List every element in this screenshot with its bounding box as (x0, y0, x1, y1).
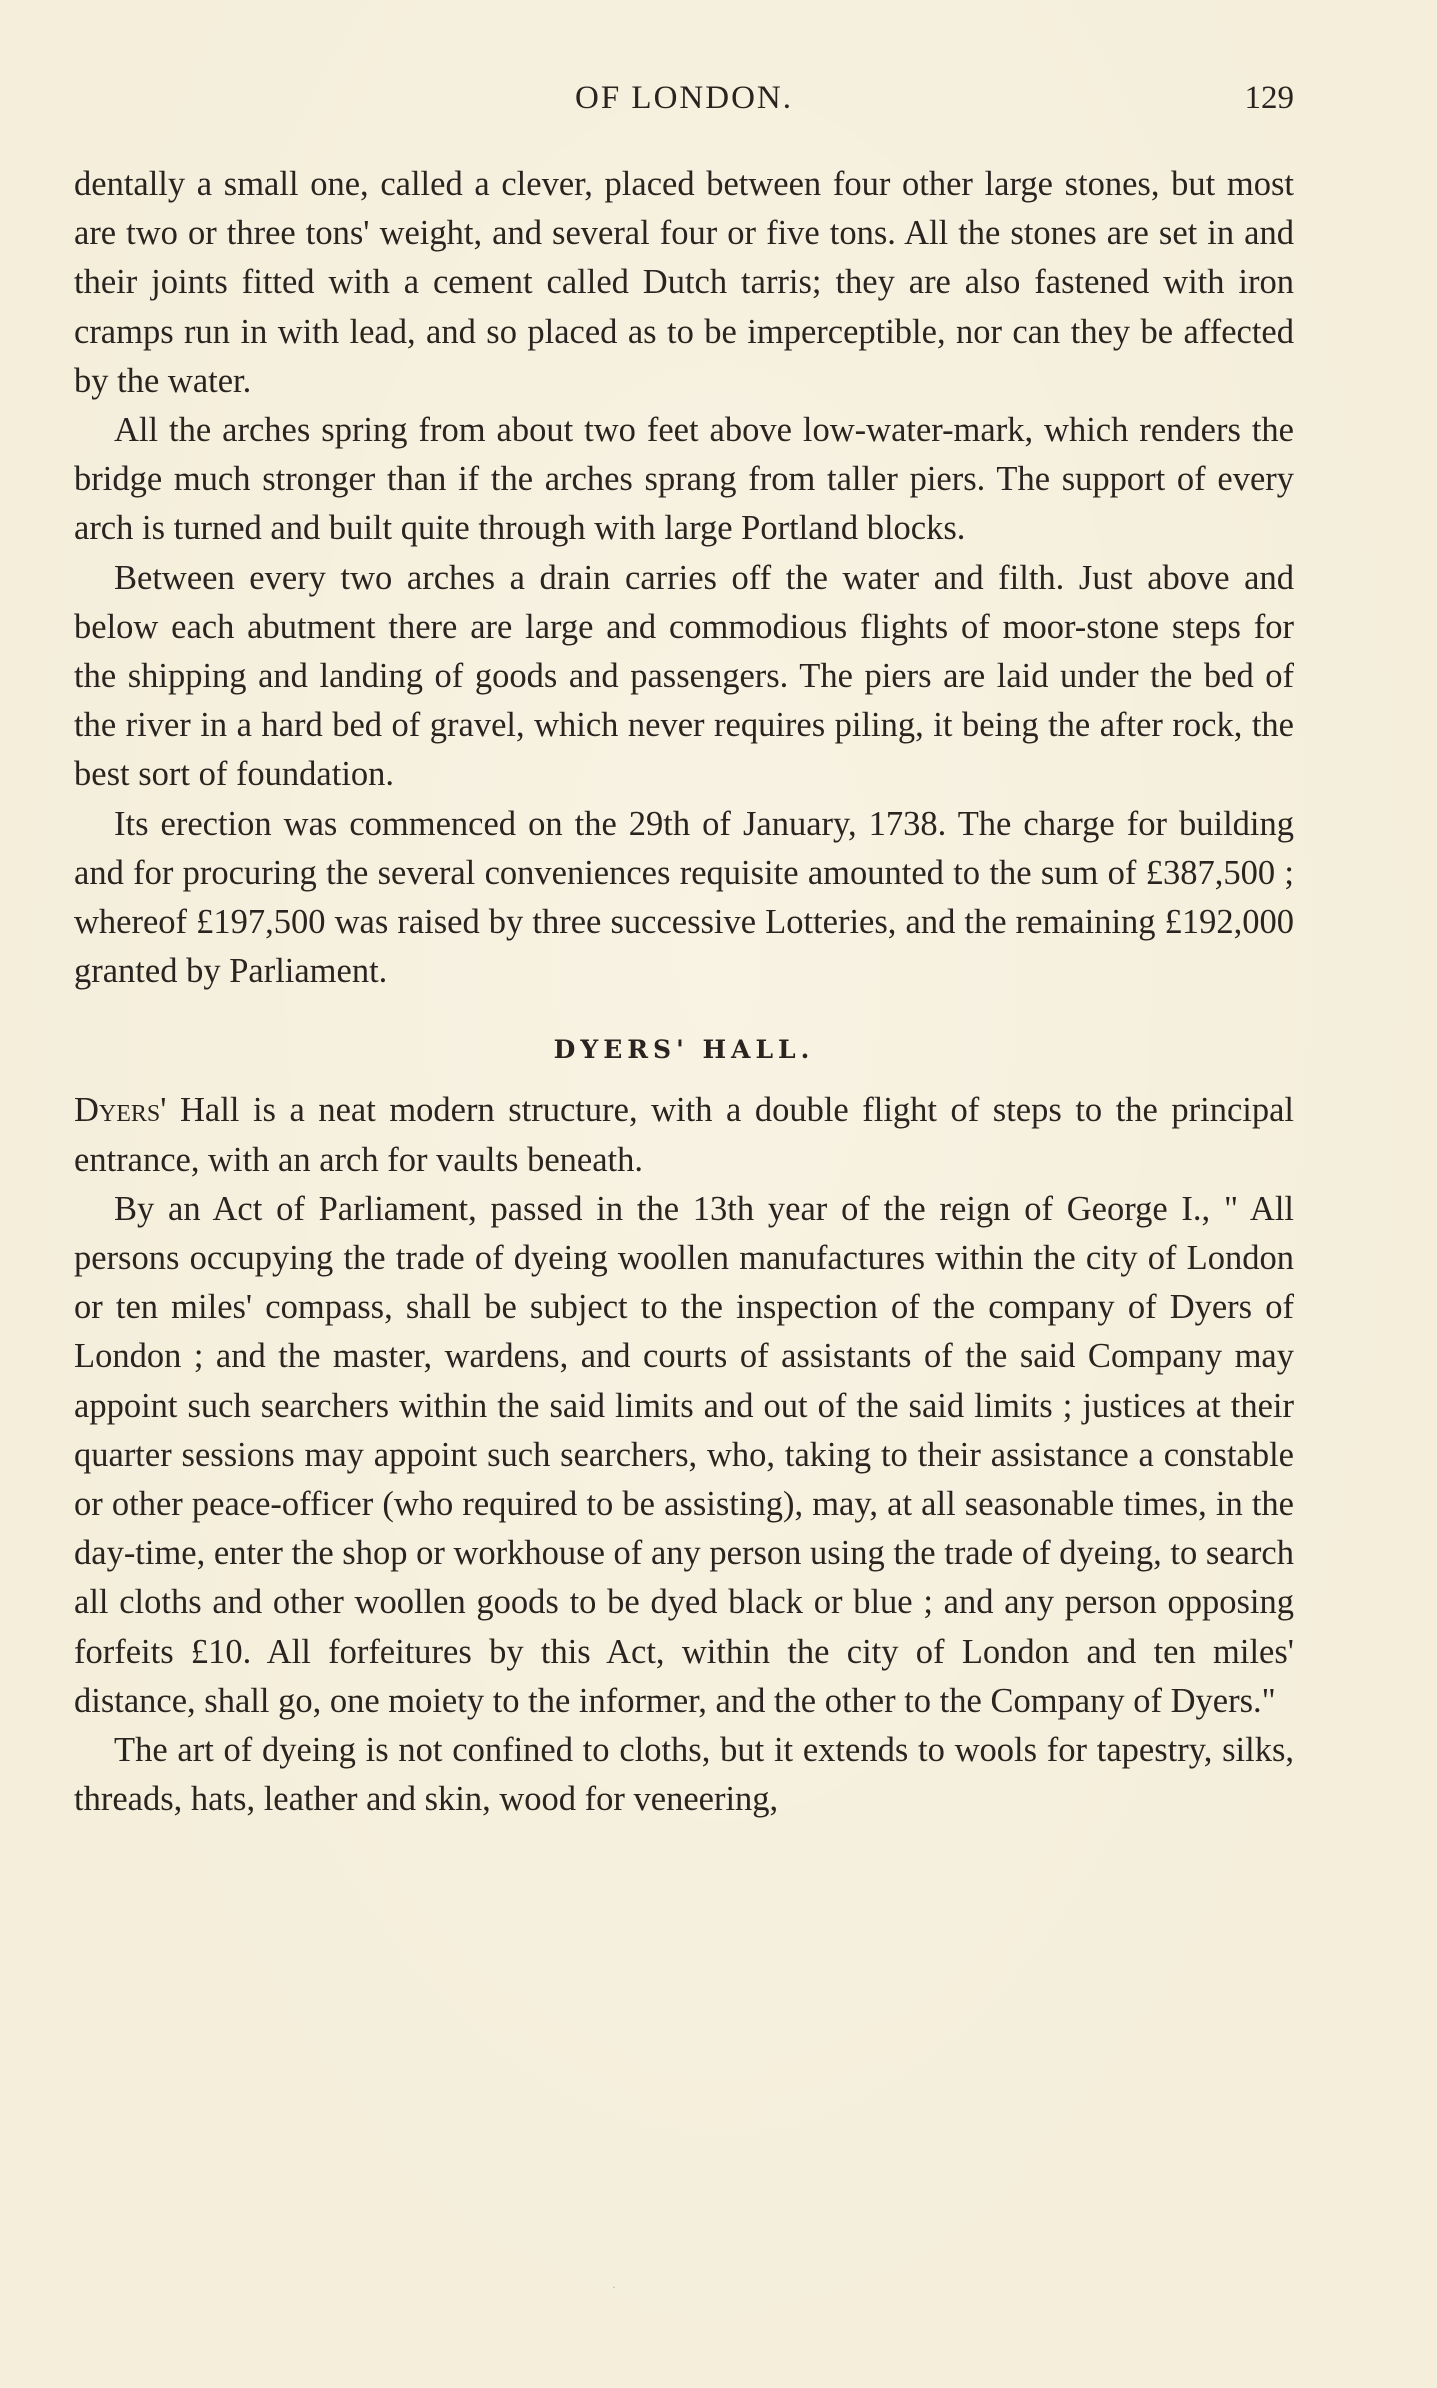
lead-word: Dyers' (74, 1091, 167, 1130)
page-header (74, 80, 1294, 130)
paragraph-art-of-dyeing: The art of dyeing is not confined to cloths, but it extends to wools for tapestry, silks, threads, hats, leather and skin, wood for veneering, (74, 1731, 1294, 1819)
page-number: 129 (1244, 80, 1294, 116)
paragraph-dyers-hall-text: Hall is a neat modern structure, with a double flight of steps to the principal entrance, with an arch for vaults beneath. (74, 1091, 1294, 1179)
running-title: OF LONDON. (575, 80, 793, 116)
paragraph-arches: All the arches spring from about two feet above low-water-mark, which renders the bridge much stronger than if the arches sprang from taller piers. The support of every arch is turned and built quite through with large Portland blocks. (74, 411, 1294, 548)
paragraph-continued: dentally a small one, called a clever, placed between four other large stones, but most are two or three tons' weight, and several four or five tons. All the stones are set in and their joints fitted with a cement called Dutch tarris; they are also fastened with iron cramps run in with lead, and so placed as to be imperceptible, nor can they be affected by the water. (74, 165, 1294, 400)
paragraph-dyers-hall (74, 1086, 1294, 1184)
section-heading: DYERS' HALL. (553, 1035, 815, 1065)
paragraph-drains: Between every two arches a drain carries off the water and filth. Just above and below each abutment there are large and commodious flights of moor-stone steps for the shipping and landing of goods and passengers. The piers are laid under the bed of the river in a hard bed of gravel, which never requires piling, it being the after rock, the best sort of foundation. (74, 558, 1294, 794)
paragraph-act-of-parliament: By an Act of Parliament, passed in the 13th year of the reign of George I., " All persons occupying the trade of dyeing woollen manufactures within the city of London or ten miles' compass, shall be subject to the inspection of the company of Dyers of London ; and the master, wardens, and courts of assistants of the said Company may appoint such searchers within the said limits and out of the said limits ; justices at their quarter sessions may appoint such searchers, who, taking to their assistance a constable or other peace-officer (who required to be assisting), may, at all seasonable times, in the day-time, enter the shop or workhouse of any person using the trade of dyeing, to search all cloths and other woollen goods to be dyed black or blue ; and any person opposing forfeits £10. All forfeitures by this Act, within the city of London and ten miles' distance, shall go, one moiety to the informer, and the other to the Company of Dyers." (74, 1189, 1294, 1720)
body-text (74, 160, 1294, 1825)
paper-blemish: · (612, 2280, 616, 2294)
paragraph-erection: Its erection was commenced on the 29th of January, 1738. The charge for building and for procuring the several conveniences requisite amounted to the sum of £387,500 ; whereof £197,500 was raised by three successive Lotteries, and the remaining £192,000 granted by Parliament. (74, 804, 1294, 991)
